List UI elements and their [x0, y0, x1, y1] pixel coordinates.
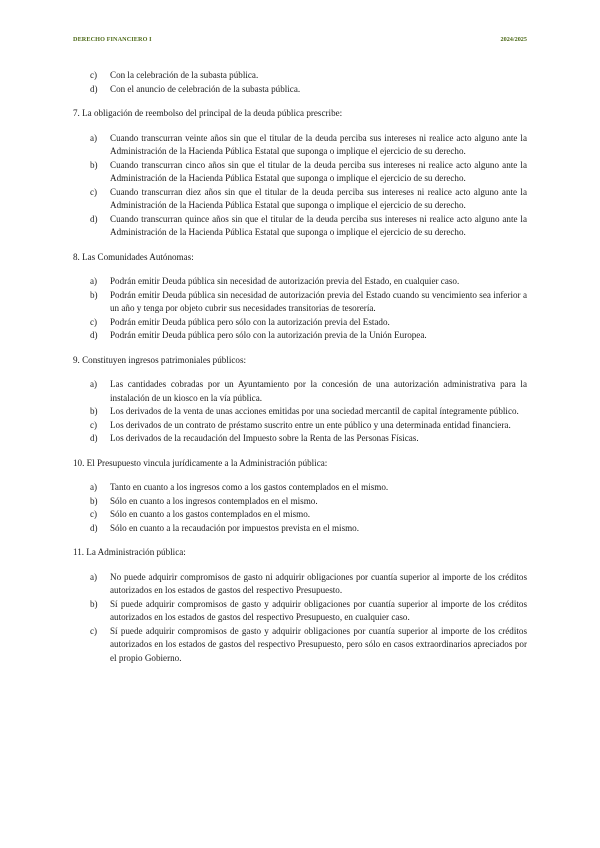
option-text: Sólo en cuanto a los gastos contemplados en el mismo. — [110, 509, 311, 519]
option-item — [73, 405, 527, 419]
option-letter: a) — [90, 379, 98, 389]
option-text: Podrán emitir Deuda pública sin necesidad de autorización previa del Estado, en cualquier caso. — [110, 276, 460, 286]
course-title: DERECHO FINANCIERO I — [73, 36, 152, 43]
option-letter: d) — [90, 433, 98, 443]
option-text: Cuando transcurran diez años sin que el titular de la deuda perciba sus intereses ni realice acto alguno ante la Administración de la Hacienda Pública Estatal que suponga o implique el ejercicio de su derecho. — [110, 186, 527, 210]
question-7: 7. La obligación de reembolso del principal de la deuda pública prescribe: — [73, 108, 343, 118]
question-11-options — [73, 571, 527, 666]
option-item — [73, 571, 527, 598]
option-item — [73, 159, 527, 186]
option-item — [73, 186, 527, 213]
option-item — [73, 495, 527, 509]
option-letter: c) — [90, 316, 98, 327]
option-text: Sí puede adquirir compromisos de gasto y adquirir obligaciones por cuantía superior al importe de los créditos autorizados en los estados de gastos del respectivo Presupuesto, pero sólo en casos extraordinarios apreciados por el propio Gobierno. — [110, 625, 527, 663]
option-text: Podrán emitir Deuda pública sin necesidad de autorización previa del Estado cuando su vencimiento sea inferior a un año y tenga por objeto cubrir sus necesidades transitorias de tesorería. — [110, 289, 527, 313]
option-text: Sólo en cuanto a los ingresos contemplados en el mismo. — [110, 495, 318, 506]
option-letter: a) — [90, 482, 98, 492]
option-letter: a) — [90, 132, 98, 143]
option-item — [73, 132, 527, 159]
option-letter: a) — [90, 571, 98, 582]
page-header — [73, 36, 527, 48]
option-item — [73, 83, 527, 97]
option-text: Los derivados de un contrato de préstamo suscrito entre un ente público y una determinada entidad financiera. — [110, 419, 511, 430]
intro-options — [73, 69, 527, 96]
option-text: Las cantidades cobradas por un Ayuntamiento por la concesión de una autorización administrativa para la instalación de un kiosco en la vía pública. — [110, 379, 527, 403]
question-11: 11. La Administración pública: — [73, 547, 186, 557]
option-text: Con la celebración de la subasta pública. — [110, 70, 259, 80]
option-letter: c) — [90, 509, 98, 519]
question-10: 10. El Presupuesto vincula jurídicamente a la Administración pública: — [73, 457, 328, 468]
option-text: Cuando transcurran cinco años sin que el titular de la deuda perciba sus intereses ni realice acto alguno ante la Administración de la Hacienda Pública Estatal que suponga o implique el ejercicio de su derecho. — [110, 159, 527, 183]
option-letter: c) — [90, 186, 98, 197]
option-text: Tanto en cuanto a los ingresos como a los gastos contemplados en el mismo. — [110, 482, 389, 492]
option-text: Cuando transcurran veinte años sin que el titular de la deuda perciba sus intereses ni realice acto alguno ante la Administración de la Hacienda Pública Estatal que suponga o implique el ejercicio de su derecho. — [110, 132, 527, 156]
option-letter: b) — [90, 495, 98, 506]
option-letter: b) — [90, 406, 98, 416]
question-9-options — [73, 378, 527, 446]
option-text: Sí puede adquirir compromisos de gasto y adquirir obligaciones por cuantía superior al importe de los créditos autorizados en los estados de gastos del respectivo Presupuesto, en cualquier caso. — [110, 598, 527, 622]
option-letter: c) — [90, 70, 98, 80]
question-7-options — [73, 132, 527, 240]
option-item — [73, 508, 527, 522]
option-letter: d) — [90, 330, 98, 340]
option-item — [73, 432, 527, 446]
option-item — [73, 213, 527, 240]
option-text: No puede adquirir compromisos de gasto ni adquirir obligaciones por cuantía superior al importe de los créditos autorizados en los estados de gastos del respectivo Presupuesto. — [110, 571, 527, 595]
question-10-options — [73, 481, 527, 535]
option-text: Podrán emitir Deuda pública pero sólo con la autorización previa del Estado. — [110, 316, 390, 327]
option-item — [73, 275, 527, 289]
option-item — [73, 419, 527, 433]
option-letter: a) — [90, 276, 98, 286]
option-text: Podrán emitir Deuda pública pero sólo con la autorización previa de la Unión Europea. — [110, 330, 427, 340]
option-item — [73, 329, 527, 343]
option-item — [73, 481, 527, 495]
question-8-options — [73, 275, 527, 343]
option-item — [73, 69, 527, 83]
option-item — [73, 378, 527, 405]
option-item — [73, 316, 527, 330]
option-text: Los derivados de la recaudación del Impuesto sobre la Renta de las Personas Físicas. — [110, 433, 419, 443]
exam-content — [73, 69, 527, 665]
option-letter: c) — [90, 625, 98, 636]
option-letter: d) — [90, 522, 98, 533]
option-letter: b) — [90, 289, 98, 300]
question-8: 8. Las Comunidades Autónomas: — [73, 251, 194, 262]
option-item — [73, 289, 527, 316]
option-letter: b) — [90, 598, 98, 609]
option-text: Cuando transcurran quince años sin que el titular de la deuda perciba sus intereses ni realice acto alguno ante la Administración de la Hacienda Pública Estatal que suponga o implique el ejercicio de su derecho. — [110, 213, 527, 237]
option-text: Con el anuncio de celebración de la subasta pública. — [110, 83, 301, 94]
option-letter: b) — [90, 159, 98, 170]
option-letter: d) — [90, 83, 98, 94]
option-item — [73, 598, 527, 625]
academic-year: 2024/2025 — [500, 36, 527, 43]
option-item — [73, 522, 527, 536]
option-text: Los derivados de la venta de unas acciones emitidas por una sociedad mercantil de capital íntegramente público. — [110, 406, 519, 416]
option-item — [73, 625, 527, 666]
option-text: Sólo en cuanto a la recaudación por impuestos prevista en el mismo. — [110, 522, 359, 533]
question-9: 9. Constituyen ingresos patrimoniales públicos: — [73, 354, 247, 365]
option-letter: c) — [90, 419, 98, 430]
option-letter: d) — [90, 213, 98, 224]
